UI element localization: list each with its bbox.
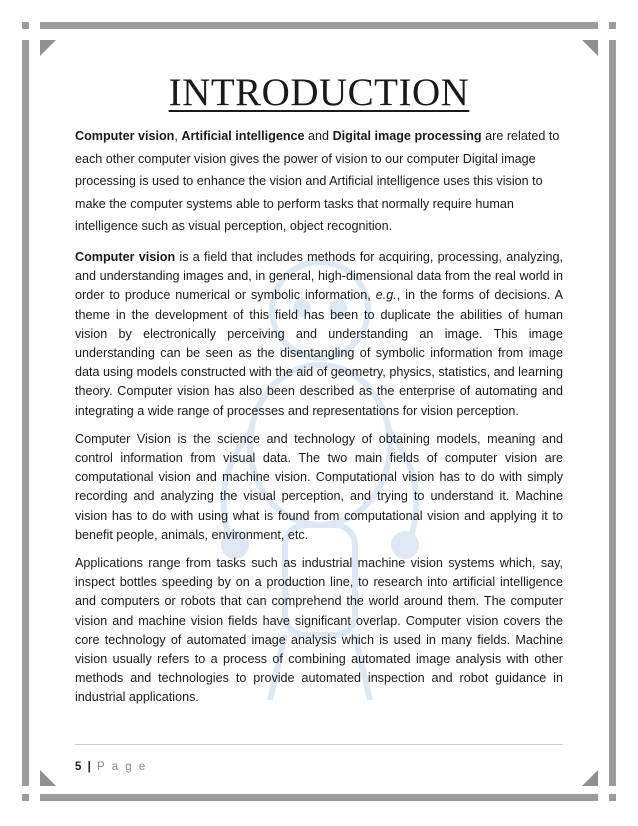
page-label: P a g e (97, 761, 148, 773)
paragraph-intro (75, 125, 563, 238)
bold-term: Computer vision (75, 129, 175, 143)
paragraph-text: are related to each other computer vision gives the power of vision to our computer Digital image processing is used to enhance the vision and Artificial intelligence uses this vision to make the computer systems able to perform tasks that normally require human intelligence such as visual perception, object recognition. (75, 129, 560, 234)
paragraph-definition (75, 248, 563, 421)
frame-corner-triangle-icon (40, 770, 56, 786)
bold-term: Computer vision (75, 249, 176, 264)
page-title: INTRODUCTION (168, 71, 470, 114)
frame-top-bar (40, 22, 598, 29)
frame-bottom-bar (40, 794, 598, 801)
page-content (75, 70, 563, 708)
frame-corner-triangle-icon (40, 40, 56, 56)
frame-corner-triangle-icon (582, 770, 598, 786)
footer-divider (75, 744, 563, 745)
separator-text: and (304, 129, 333, 143)
footer-separator: | (87, 761, 91, 773)
page-footer (75, 761, 147, 773)
paragraph-applications: Applications range from tasks such as industrial machine vision systems which, say, inspect bottles speeding by on a production line, to research into artificial intelligence and computers or robots that can comprehend the world around them. The computer vision and machine vision fields have significant overlap. Computer vision covers the core technology of automated image analysis which is used in many fields. Machine vision usually refers to a process of combining automated image analysis with other methods and technologies to provide automated inspection and robot guidance in industrial applications. (75, 556, 563, 705)
frame-corner-square (22, 22, 29, 29)
frame-right-bar (609, 40, 616, 786)
frame-corner-square (609, 794, 616, 801)
paragraph-science: Computer Vision is the science and technology of obtaining models, meaning and control information from visual data. The two main fields of computer vision are computational vision and machine vision. Computational vision has to do with simply recording and analyzing the visual perception, and trying to understand it. Machine vision has to do with using what is found from computational vision and applying it to benefit people, animals, environment, etc. (75, 431, 563, 542)
paragraph-text: is a field that includes methods for acquiring, processing, analyzing, and understanding images and, in general, high-dimensional data from the real world in order to produce numerical or symbolic information, (75, 249, 563, 303)
paragraph-text: , in the forms of decisions. A theme in the development of this field has been to duplicate the abilities of human vision by electronically perceiving and understanding an image. This image understanding can be seen as the disentangling of symbolic information from image data using models constructed with the aid of geometry, physics, statistics, and learning theory. Computer vision has also been described as the enterprise of automating and integrating a wide range of processes and representations for vision perception. (75, 288, 563, 418)
page-number: 5 (75, 761, 82, 773)
bold-term: Digital image processing (332, 129, 482, 143)
frame-left-bar (22, 40, 29, 786)
italic-abbrev: e.g. (375, 288, 397, 303)
separator-text: , (174, 129, 182, 143)
frame-corner-triangle-icon (582, 40, 598, 56)
frame-corner-square (609, 22, 616, 29)
frame-corner-square (22, 794, 29, 801)
bold-term: Artificial intelligence (181, 129, 305, 143)
